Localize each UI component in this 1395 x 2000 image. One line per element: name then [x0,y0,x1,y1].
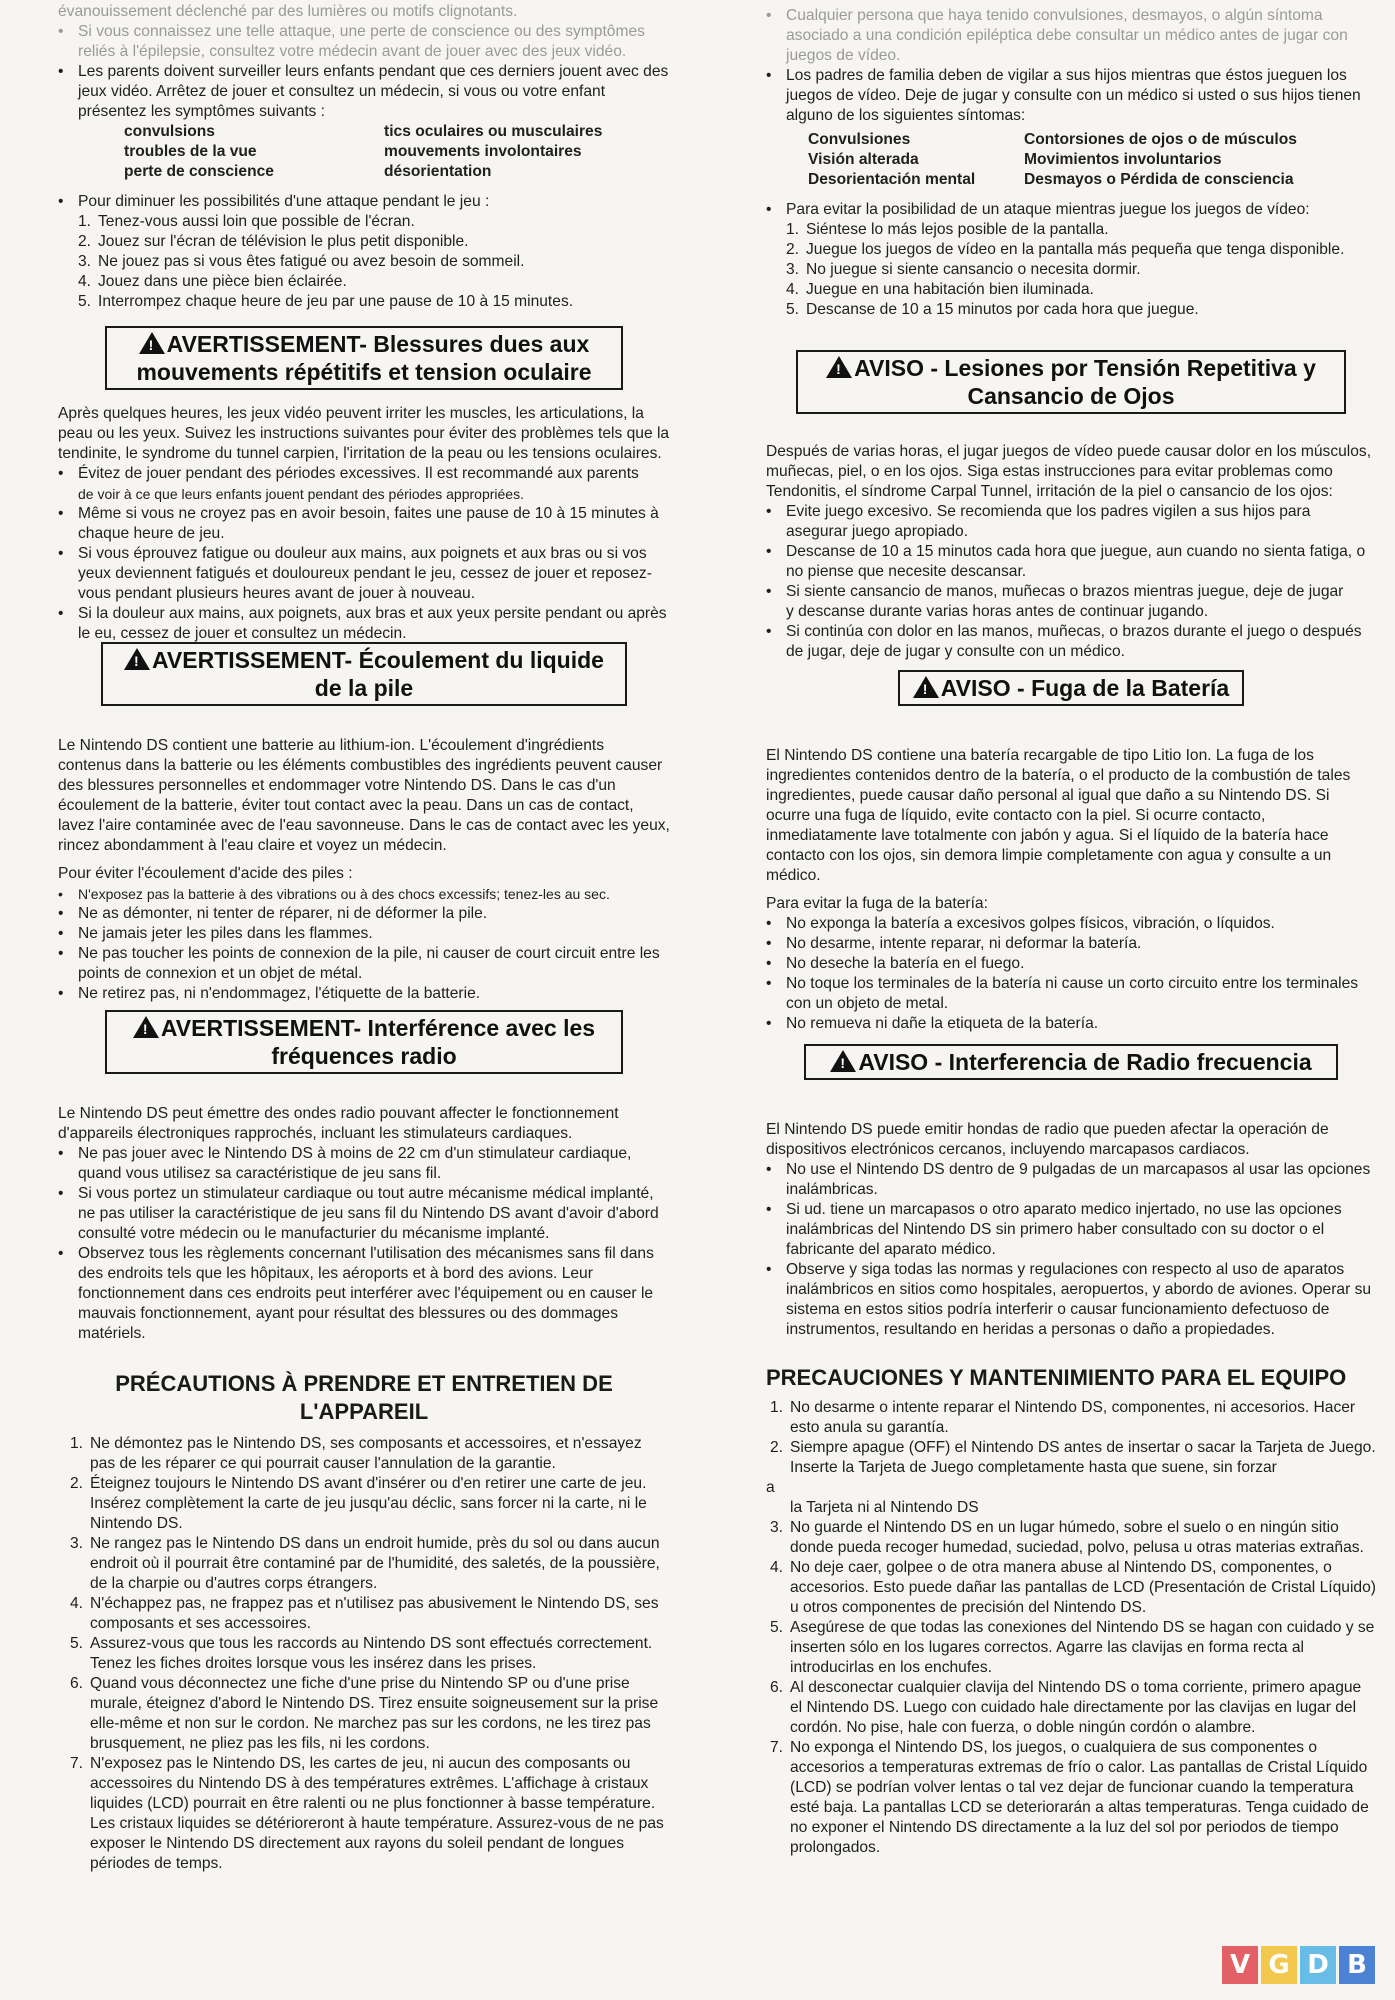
fr-battery-bullet: • Ne as démonter, ni tenter de réparer, ni de déformer la pile. [78,904,670,924]
fr-symptom: perte de conscience [124,163,274,180]
fr-symptom: désorientation [384,163,492,180]
es-rsi-text: Después de varias horas, el jugar juegos de vídeo puede causar dolor en los músculos, muñecas, piel, o en los ojos. Siga estas instrucciones para evitar problemas como Tendonitis, el síndrome Carpal Tunnel, irritación de la piel o cansancio de los ojos: [766,443,1372,500]
fr-symptom: tics oculaires ou musculaires [384,123,603,140]
fr-reduce-step: 4. Jouez dans une pièce bien éclairée. [78,273,347,290]
fr-precaution-item: 7. N'exposez pas le Nintendo DS, les cartes de jeu, ni aucun des composants ou accessoires du Nintendo DS à des températures extrêmes. L'affichage à cristaux liquides (LCD) pourrait en être ralenti ou ne plus fonctionner à basse température. Les cristaux liquides se détérioreront à haute température. Assurez-vous de ne pas exposer le Nintendo DS directement aux rayons du soleil pendant de longues périodes de temps. [70,1755,664,1872]
fr-radio-bullet: • Si vous portez un stimulateur cardiaque ou tout autre mécanisme médical implanté, ne pas utiliser la caractéristique de jeu sans fil du Nintendo DS avant d'avoir d'abord consulté votre médecin ou le manufacturier du mécanisme implanté. [78,1184,670,1244]
warning-triangle-icon [139,332,165,354]
es-battery-bullet: • No exponga la batería a excesivos golpes físicos, vibración, o líquidos. [786,914,1376,934]
fr-precaution-item: 3. Ne rangez pas le Nintendo DS dans un endroit humide, près du sol ou dans aucun endroit où il pourrait être contaminé par de l'humidité, des saletés, de la poussière, de la charpie ou d'autres corps étrangers. [70,1535,660,1592]
es-reduce-intro: • Para evitar la posibilidad de un ataque mientras juegue los juegos de vídeo: [786,200,1376,220]
fr-reduce-step: 1. Tenez-vous aussi loin que possible de l'écran. [78,213,415,230]
fr-precaution-item: 4. N'échappez pas, ne frappez pas et n'utilisez pas abusivement le Nintendo DS, ses composants et ses accessoires. [70,1595,659,1632]
es-faded-bullet: • Cualquier persona que haya tenido convulsiones, desmayos, o algún síntoma asociado a una condición epiléptica debe consultar un médico antes de jugar con juegos de vídeo. [786,6,1376,66]
spanish-column [766,0,1376,1858]
es-reduce-list [766,200,1376,220]
es-top-faded-list [766,6,1376,66]
fr-battery-text: Le Nintendo DS contient une batterie au lithium-ion. L'écoulement d'ingrédients contenus dans la batterie ou les éléments combustibles des ingrédients peuvent causer des blessures personnelles et endommager votre Nintendo DS. Dans le cas d'un écoulement de la batterie, éviter tout contact avec la peau. Dans un cas de contact, lavez l'aire contaminée avec de l'eau savonneuse. Dans le cas de contact avec les yeux, rincez abondamment à l'eau claire et voyez un médecin. [58,737,670,854]
fr-rsi-bullet: • Même si vous ne croyez pas en avoir besoin, faites une pause de 10 à 15 minutes à chaque heure de jeu. [78,504,670,544]
fr-rsi-text: Après quelques heures, les jeux vidéo peuvent irriter les muscles, les articulations, la peau ou les yeux. Suivez les instructions suivantes pour éviter des problèmes tels que la tendinite, le syndrome du tunnel carpien, l'irritation de la peau ou les tensions oculaires. [58,405,670,462]
es-reduce-step: 5. Descanse de 10 a 15 minutos por cada hora que juegue. [786,301,1199,318]
warning-triangle-icon [124,648,150,670]
french-column [58,0,670,1874]
es-precaution-item: 6. Al desconectar cualquier clavija del Nintendo DS o toma corriente, primero apague el Nintendo DS. Luego con cuidado hale directamente por las clavijas en lugar del cordón. No pise, hale con fuerza, o doble ningún cordón o alambre. [770,1679,1362,1736]
es-radio-bullet: • Si ud. tiene un marcapasos o otro aparato medico injertado, no use las opciones inalámbricas del Nintendo DS sin primero haber consultado con su doctor o el fabricante del aparato médico. [786,1200,1376,1260]
es-precautions-list [766,1398,1376,1478]
es-precaution-cont-a: a [766,1479,775,1496]
es-precaution-item: 1. No desarme o intente reparar el Nintendo DS, componentes, ni accesorios. Hacer esto anula su garantía. [770,1399,1356,1436]
warning-triangle-icon [133,1016,159,1038]
fr-warning-rsi: !AVERTISSEMENT- Blessures dues aux mouvements répétitifs et tension oculaire [105,326,623,390]
fr-faded-bullet: • Si vous connaissez une telle attaque, une perte de conscience ou des symptômes reliés à l'épilepsie, consultez votre médecin avant de jouer avec des jeux vidéo. [78,22,670,62]
warning-triangle-icon [913,676,939,698]
fr-battery-intro: Pour éviter l'écoulement d'acide des piles : [58,865,353,882]
es-symptom: Movimientos involuntarios [1024,151,1222,168]
fr-reduce-step: 2. Jouez sur l'écran de télévision le plus petit disponible. [78,233,469,250]
fr-reduce-step: 5. Interrompez chaque heure de jeu par une pause de 10 à 15 minutes. [78,293,574,310]
es-warning-battery: !AVISO - Fuga de la Batería [898,670,1244,706]
es-precaution-item: 3. No guarde el Nintendo DS en un lugar húmedo, sobre el suelo o en ningún sitio donde pueda recoger humedad, suciedad, polvo, pelusa u otras materias extrañas. [770,1519,1364,1556]
es-battery-intro: Para evitar la fuga de la batería: [766,895,988,912]
fr-faded-line: évanouissement déclenché par des lumières ou motifs clignotants. [58,3,518,20]
fr-symptom: convulsions [124,123,215,140]
watermark-tile: D [1300,1946,1336,1984]
fr-radio-bullet: • Ne pas jouer avec le Nintendo DS à moins de 22 cm d'un stimulateur cardiaque, quand vous utilisez sa caractéristique de jeu sans fil. [78,1144,670,1184]
watermark-tile: G [1261,1946,1297,1984]
fr-rsi-bullet: • Si la douleur aux mains, aux poignets, aux bras et aux yeux persite pendant ou après le eu, cessez de jouer et consultez un médecin. [78,604,670,644]
fr-radio-text: Le Nintendo DS peut émettre des ondes radio pouvant affecter le fonctionnement d'appareils électroniques rapprochés, incluant les stimulateurs cardiaques. [58,1105,619,1142]
es-battery-bullet: • No desarme, intente reparar, ni deformar la batería. [786,934,1376,954]
fr-symptom: troubles de la vue [124,143,257,160]
fr-battery-bullet: • Ne jamais jeter les piles dans les flammes. [78,924,670,944]
fr-reduce-intro: • Pour diminuer les possibilités d'une attaque pendant le jeu : [78,192,670,212]
fr-symptoms-grid [58,122,670,182]
es-battery-bullets [766,914,1376,1034]
fr-precaution-item: 6. Quand vous déconnectez une fiche d'une prise du Nintendo SP ou d'une prise murale, éteignez d'abord le Nintendo DS. Tirez ensuite soigneusement sur la prise elle-même et non sur le cordon. Ne marchez pas sur les cordons, ne les tirez pas brusquement, ne pliez pas les fils, ni les cordons. [70,1675,659,1752]
es-warning-radio: !AVISO - Interferencia de Radio frecuencia [804,1044,1338,1080]
fr-top-faded-list [58,2,670,62]
es-rsi-bullet: • Si continúa con dolor en las manos, muñecas, o brazos durante el juego o después de jugar, deje de jugar y consulte con un médico. [786,622,1376,662]
fr-warning-radio: !AVERTISSEMENT- Interférence avec les fréquences radio [105,1010,623,1074]
fr-parents-list [58,62,670,122]
es-symptom: Visión alterada [808,151,919,168]
es-precaution-item: 4. No deje caer, golpee o de otra manera abuse al Nintendo DS, componentes, o accesorios. Esto puede dañar las pantallas de LCD (Presentación de Cristal Líquido) u otros componentes de precisión del Nintendo DS. [770,1559,1376,1616]
es-parents-text: • Los padres de familia deben de vigilar a sus hijos mientras que éstos jueguen los juegos de vídeo. Deje de jugar y consulte con un médico si usted o sus hijos tienen alguno de los siguientes síntomas: [786,66,1376,126]
es-symptom: Desorientación mental [808,171,976,188]
es-rsi-bullet: • Evite juego excesivo. Se recomienda que los padres vigilen a sus hijos para asegurar juego apropiado. [786,502,1376,542]
fr-parents-text: • Les parents doivent surveiller leurs enfants pendant que ces derniers jouent avec des jeux vidéo. Arrêtez de jouer et consultez un médecin, si vous ou votre enfant présentez les symptômes suivants : [78,62,670,122]
fr-radio-bullet: • Observez tous les règlements concernant l'utilisation des mécanismes sans fil dans des endroits tels que les hôpitaux, les aéroports et à bord des avions. Leur fonctionnement dans ces endroits peut interférer avec l'équipement ou en causer le mauvais fonctionnement, ayant pour résultat des blessures ou des dommages matériels. [78,1244,670,1344]
es-radio-text: El Nintendo DS puede emitir hondas de radio que pueden afectar la operación de dispositivos electrónicos cercanos, incluyendo marcapasos cardiacos. [766,1121,1329,1158]
fr-battery-bullet: • Ne pas toucher les points de connexion de la pile, ni causer de court circuit entre les points de connexion et un objet de métal. [78,944,670,984]
es-symptom: Convulsiones [808,131,911,148]
es-symptom: Contorsiones de ojos o de músculos [1024,131,1297,148]
es-battery-bullet: • No toque los terminales de la batería ni cause un corto circuito entre los terminales con un objeto de metal. [786,974,1376,1014]
fr-battery-bullet: • N'exposez pas la batterie à des vibrations ou à des chocs excessifs; tenez-les au sec. [78,884,670,904]
es-rsi-bullets-cont [766,622,1376,662]
es-precautions-list-cont [766,1518,1376,1858]
es-precaution-item: 2. Siempre apague (OFF) el Nintendo DS antes de insertar o sacar la Tarjeta de Juego. Inserte la Tarjeta de Juego completamente hasta que suene, sin forzar [770,1439,1376,1476]
es-battery-text: El Nintendo DS contiene una batería recargable de tipo Litio Ion. La fuga de los ingredientes contenidos dentro de la batería, o el producto de la combustión de tales ingredientes, puede causar daño personal al igual que daño a su Nintendo DS. Si ocurre una fuga de líquido, evite contacto con la piel. Si ocurre contacto, inmediatamente lave totalmente con jabón y agua. Si el líquido de la batería hace contacto con los ojos, sin demora limpie completamente con agua y consulte a un médico. [766,747,1351,884]
es-reduce-step: 4. Juegue en una habitación bien iluminada. [786,281,1094,298]
es-precaution-item: 5. Asegúrese de que todas las conexiones del Nintendo DS se hagan con cuidado y se inserten sólo en los lugares correctos. Agarre las clavijas en forma recta al introducirlas en los enchufes. [770,1619,1375,1676]
watermark-tile: B [1339,1946,1375,1984]
fr-rsi-bullet: • Si vous éprouvez fatigue ou douleur aux mains, aux poignets et aux bras ou si vos yeux deviennent fatigués et douloureux pendant le jeu, cessez de jouer et reposez-vous pendant plusieurs heures avant de jouer à nouveau. [78,544,670,604]
es-battery-bullet: • No deseche la batería en el fuego. [786,954,1376,974]
fr-precautions-list [58,1434,670,1874]
fr-rsi-bullets-cont [58,504,670,644]
es-precaution-item: 7. No exponga el Nintendo DS, los juegos, o cualquiera de sus componentes o accesorios a temperaturas extremas de frío o calor. Las pantallas de Cristal Líquido (LCD) se podrían volver lentas o tal vez dejar de funcionar cuando la temperatura esté baja. La pantallas LCD se deteriorarán a altas temperaturas. Tenga cuidado de no exponer el Nintendo DS directamente a la luz del sol por periodos de tiempo prolongados. [770,1739,1369,1856]
fr-rsi-bullet: • Évitez de jouer pendant des périodes excessives. Il est recommandé aux parents [78,464,670,484]
fr-precaution-item: 5. Assurez-vous que tous les raccords au Nintendo DS sont effectués correctement. Tenez les fiches droites lorsque vous les insérez dans les prises. [70,1635,653,1672]
es-radio-bullets [766,1160,1376,1340]
fr-rsi-parents-cont: de voir à ce que leurs enfants jouent pendant des périodes appropriées. [78,486,524,502]
es-radio-bullet: • Observe y siga todas las normas y regulaciones con respecto al uso de aparatos inalámbricos en sitios como hospitales, aeropuertos, y abordo de aviones. Operar su sistema en estos sitios podría interferir o causar funcionamiento defectuoso de instrumentos, resultando en heridas a personas o daño a propiedades. [786,1260,1376,1340]
fr-battery-bullet: • Ne retirez pas, ni n'endommagez, l'étiquette de la batterie. [78,984,670,1004]
fr-reduce-step: 3. Ne jouez pas si vous êtes fatigué ou avez besoin de sommeil. [78,253,525,270]
es-rsi-bullet: • Si siente cansancio de manos, muñecas o brazos mientras juegue, deje de jugar [786,582,1376,602]
es-radio-bullet: • No use el Nintendo DS dentro de 9 pulgadas de un marcapasos al usar las opciones inalámbricas. [786,1160,1376,1200]
fr-precautions-title: PRÉCAUTIONS À PRENDRE ET ENTRETIEN DE L'APPAREIL [115,1371,613,1424]
fr-symptom: mouvements involontaires [384,143,582,160]
fr-radio-bullets [58,1144,670,1344]
es-reduce-step: 3. No juegue si siente cansancio o necesita dormir. [786,261,1141,278]
es-reduce-step: 1. Siéntese lo más lejos posible de la pantalla. [786,221,1109,238]
es-reduce-step: 2. Juegue los juegos de vídeo en la pantalla más pequeña que tenga disponible. [786,241,1345,258]
fr-reduce-steps [58,212,670,312]
es-precautions-title: PRECAUCIONES Y MANTENIMIENTO PARA EL EQUIPO [766,1365,1347,1390]
es-reduce-steps [766,220,1376,320]
es-rsi-rest-cont: y descanse durante varias horas antes de continuar jugando. [786,603,1209,620]
vgdb-watermark-logo [1222,1946,1375,1984]
es-symptoms-grid [766,130,1376,190]
watermark-tile: V [1222,1946,1258,1984]
fr-reduce-list [58,192,670,212]
es-battery-bullet: • No remueva ni dañe la etiqueta de la batería. [786,1014,1376,1034]
fr-rsi-bullets [58,464,670,484]
warning-triangle-icon [826,356,852,378]
es-warning-rsi: !AVISO - Lesiones por Tensión Repetitiva y Cansancio de Ojos [796,350,1346,414]
es-rsi-bullets [766,502,1376,602]
fr-battery-bullets [58,884,670,1004]
fr-precaution-item: 2. Éteignez toujours le Nintendo DS avant d'insérer ou d'en retirer une carte de jeu. Insérez complètement la carte de jeu jusqu'au déclic, sans forcer ni la carte, ni le Nintendo DS. [70,1475,647,1532]
es-precaution-cont: la Tarjeta ni al Nintendo DS [790,1499,979,1516]
es-rsi-bullet: • Descanse de 10 a 15 minutos cada hora que juegue, aun cuando no sienta fatiga, o no piense que necesite descansar. [786,542,1376,582]
fr-warning-battery: !AVERTISSEMENT- Écoulement du liquide de la pile [101,642,627,706]
es-parents-list [766,66,1376,126]
fr-precaution-item: 1. Ne démontez pas le Nintendo DS, ses composants et accessoires, et n'essayez pas de les réparer ce qui pourrait causer l'annulation de la garantie. [70,1435,642,1472]
es-symptom: Desmayos o Pérdida de consciencia [1024,171,1294,188]
warning-triangle-icon [830,1050,856,1072]
